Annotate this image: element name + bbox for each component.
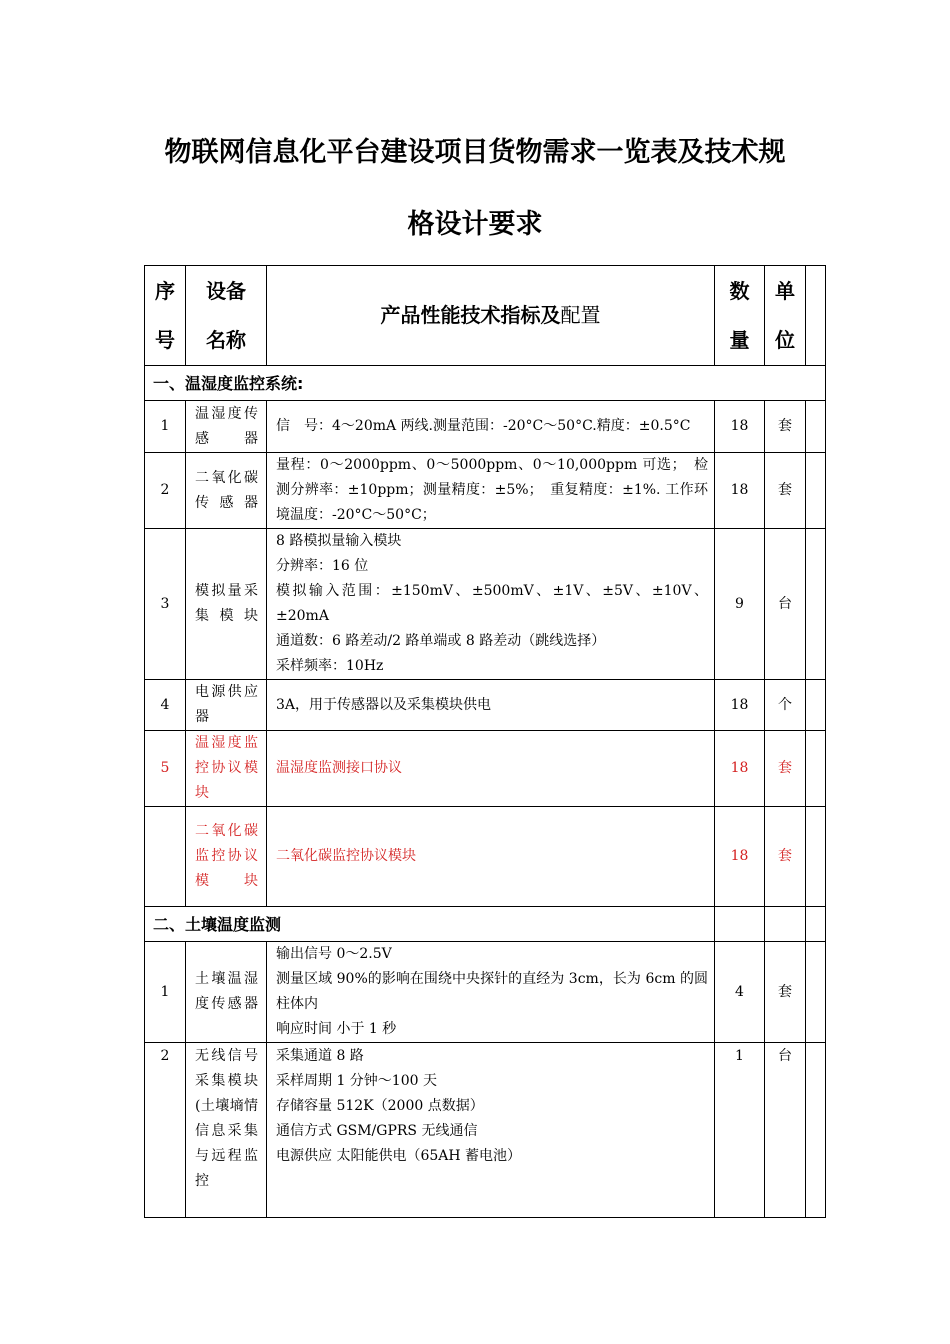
section-title: 二、土壤温度监测 <box>145 907 715 942</box>
cell-qty: 4 <box>715 942 765 1043</box>
cell-spec <box>267 1043 715 1218</box>
header-row <box>145 266 826 366</box>
cell-unit: 套 <box>765 807 806 907</box>
table-row <box>145 529 826 680</box>
cell-spec: 量程：0～2000ppm、0～5000ppm、0～10,000ppm 可选； 检测分辨率：±10ppm；测量精度：±5%； 重复精度：±1%. 工作环境温度：-20°C～50°C； <box>267 453 715 529</box>
cell-qty: 18 <box>715 731 765 807</box>
cell-seq: 4 <box>145 680 186 731</box>
cell-qty: 1 <box>715 1043 765 1218</box>
cell-extra <box>806 1043 826 1218</box>
header-unit: 单位 <box>765 266 806 366</box>
cell-spec <box>267 529 715 680</box>
document-title-line-2: 格设计要求 <box>407 209 543 240</box>
cell-extra <box>806 807 826 907</box>
spec-line: 电源供应 太阳能供电（65AH 蓄电池） <box>276 1148 522 1164</box>
section-title: 一、温湿度监控系统: <box>145 366 826 401</box>
cell-device-name: 温湿度监控协议模块 <box>186 731 267 807</box>
cell-device-name: 土壤温湿度传感器 <box>186 942 267 1043</box>
cell-extra <box>806 942 826 1043</box>
table-row <box>145 453 826 529</box>
table-row <box>145 680 826 731</box>
spec-line: 通信方式 GSM/GPRS 无线通信 <box>276 1123 478 1139</box>
cell-seq: 2 <box>145 453 186 529</box>
cell-seq: 5 <box>145 731 186 807</box>
cell-qty: 18 <box>715 680 765 731</box>
spec-line: 测量区域 90%的影响在围绕中央探针的直经为 3cm，长为 6cm 的圆柱体内 <box>276 971 708 1012</box>
spec-line: 8 路模拟量输入模块 <box>276 533 402 549</box>
spec-line: 采样频率：10Hz <box>276 658 384 674</box>
section-row <box>145 366 826 401</box>
cell-seq: 1 <box>145 942 186 1043</box>
cell-device-name: 电源供应器 <box>186 680 267 731</box>
header-qty: 数量 <box>715 266 765 366</box>
cell-unit: 套 <box>765 453 806 529</box>
cell-qty: 18 <box>715 807 765 907</box>
cell-unit <box>765 907 806 942</box>
spec-line: 采样周期 1 分钟～100 天 <box>276 1073 437 1089</box>
cell-seq: 2 <box>145 1043 186 1218</box>
cell-qty: 9 <box>715 529 765 680</box>
cell-spec: 温湿度监测接口协议 <box>267 731 715 807</box>
cell-device-name: 无线信号采集模块(土壤墒情信息采集与远程监控 <box>186 1043 267 1218</box>
cell-qty: 18 <box>715 401 765 453</box>
spec-line: 响应时间 小于 1 秒 <box>276 1021 397 1037</box>
cell-spec: 二氧化碳监控协议模块 <box>267 807 715 907</box>
table-row-highlighted <box>145 807 826 907</box>
cell-device-name: 二氧化碳监控协议模块 <box>186 807 267 907</box>
spec-line: 通道数：6 路差动/2 路单端或 8 路差动（跳线选择） <box>276 633 606 649</box>
table-row <box>145 401 826 453</box>
cell-unit: 台 <box>765 529 806 680</box>
cell-qty: 18 <box>715 453 765 529</box>
cell-seq: 3 <box>145 529 186 680</box>
cell-spec: 信 号：4～20mA 两线.测量范围：-20°C～50°C.精度：±0.5°C <box>267 401 715 453</box>
cell-extra <box>806 907 826 942</box>
cell-extra <box>806 731 826 807</box>
table-row <box>145 942 826 1043</box>
header-extra <box>806 266 826 366</box>
header-spec: 产品性能技术指标及配置 <box>267 266 715 366</box>
spec-line: 输出信号 0～2.5V <box>276 946 392 962</box>
cell-unit: 套 <box>765 942 806 1043</box>
spec-line: 模拟输入范围：±150mV、±500mV、±1V、±5V、±10V、±20mA <box>276 583 708 624</box>
spec-line: 存储容量 512K（2000 点数据） <box>276 1098 484 1114</box>
cell-unit: 台 <box>765 1043 806 1218</box>
spec-line: 分辨率：16 位 <box>276 558 369 574</box>
header-seq: 序号 <box>145 266 186 366</box>
cell-device-name: 二氧化碳传感器 <box>186 453 267 529</box>
cell-spec <box>267 942 715 1043</box>
cell-device-name: 温湿度传感器 <box>186 401 267 453</box>
cell-extra <box>806 529 826 680</box>
cell-seq: 1 <box>145 401 186 453</box>
requirements-table <box>144 265 826 1218</box>
table-row-highlighted <box>145 731 826 807</box>
cell-unit: 套 <box>765 401 806 453</box>
cell-device-name: 模拟量采集模块 <box>186 529 267 680</box>
document-title-line-1: 物联网信息化平台建设项目货物需求一览表及技术规 <box>164 137 786 168</box>
section-row <box>145 907 826 942</box>
header-device: 设备名称 <box>186 266 267 366</box>
cell-qty <box>715 907 765 942</box>
cell-unit: 个 <box>765 680 806 731</box>
spec-line: 采集通道 8 路 <box>276 1048 364 1064</box>
table-row <box>145 1043 826 1218</box>
cell-unit: 套 <box>765 731 806 807</box>
cell-extra <box>806 401 826 453</box>
cell-spec: 3A，用于传感器以及采集模块供电 <box>267 680 715 731</box>
cell-extra <box>806 680 826 731</box>
cell-extra <box>806 453 826 529</box>
cell-seq <box>145 807 186 907</box>
